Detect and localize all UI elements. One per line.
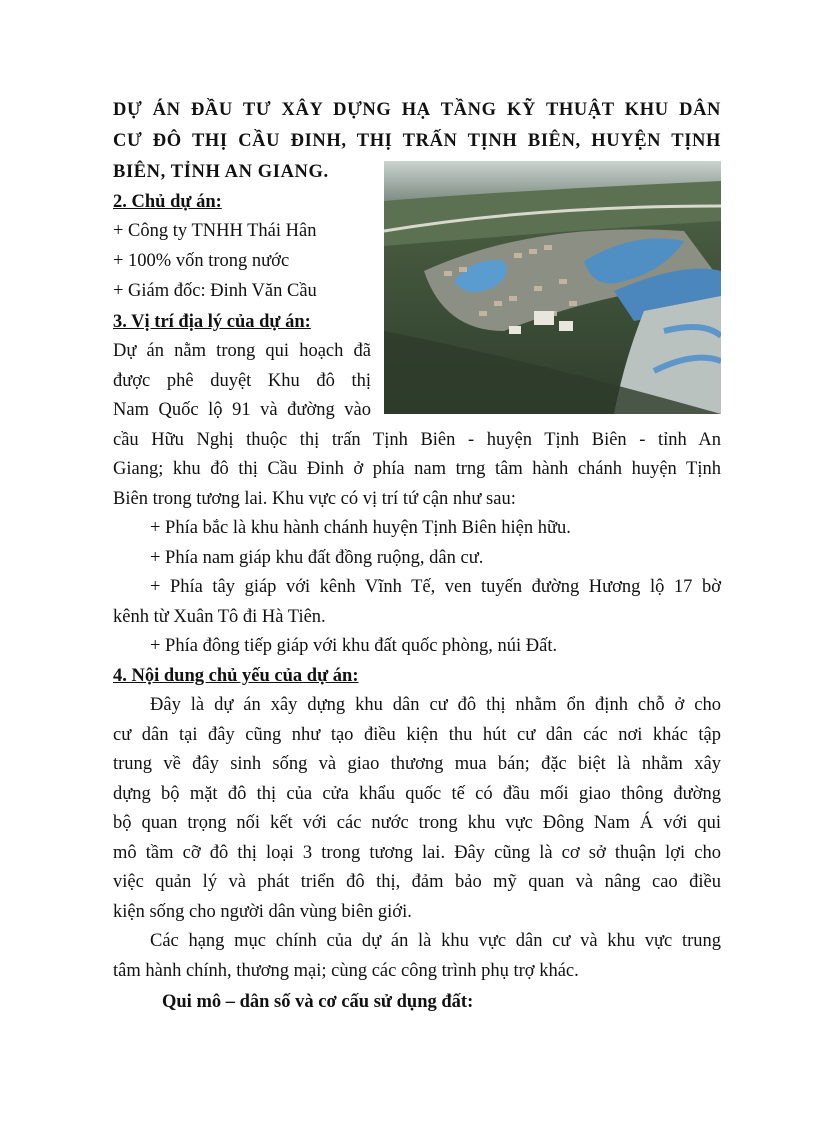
section-3-bullet-continuation: kênh từ Xuân Tô đi Hà Tiên.	[113, 607, 326, 627]
title-line-2: CƯ ĐÔ THỊ CẦU ĐINH, THỊ TRẤN TỊNH BIÊN, HUYỆN TỊNH	[113, 131, 721, 151]
section-4-heading: 4. Nội dung chủ yếu của dự án:	[113, 666, 359, 686]
section-2-item: + Giám đốc: Đinh Văn Cầu	[113, 281, 317, 301]
section-4-para-line: kiện sống cho người dân vùng biên giới.	[113, 902, 412, 922]
section-4-para2-line: Các hạng mục chính của dự án là khu vực dân cư và khu vực trung	[150, 931, 721, 951]
section-3-line: cầu Hữu Nghị thuộc thị trấn Tịnh Biên - huyện Tịnh Biên - tỉnh An	[113, 430, 721, 450]
section-3-bullet: + Phía nam giáp khu đất đồng ruộng, dân cư.	[150, 548, 484, 568]
section-3-bullet: + Phía bắc là khu hành chánh huyện Tịnh Biên hiện hữu.	[150, 518, 571, 538]
section-4-para-line: Đây là dự án xây dựng khu dân cư đô thị nhằm ổn định chỗ ở cho	[150, 695, 721, 715]
section-3-bullet: + Phía tây giáp với kênh Vĩnh Tế, ven tuyến đường Hương lộ 17 bờ	[150, 577, 721, 597]
section-3-line: Biên trong tương lai. Khu vực có vị trí tứ cận như sau:	[113, 489, 516, 509]
section-4-para-line: bộ quan trọng nối kết với các nước trong khu vực Đông Nam Á với qui	[113, 813, 721, 833]
section-4-para2-line: tâm hành chính, thương mại; cùng các công trình phụ trợ khác.	[113, 961, 579, 981]
section-3-bullet: + Phía đông tiếp giáp với khu đất quốc phòng, núi Đất.	[150, 636, 558, 656]
aerial-rendering-image	[384, 161, 721, 414]
section-3-line: Nam Quốc lộ 91 và đường vào	[113, 400, 371, 420]
section-4-para-line: mô tầm cỡ đô thị loại 3 trong tương lai. Đây cũng là cơ sở thuận lợi cho	[113, 843, 721, 863]
section-2-heading: 2. Chủ dự án:	[113, 192, 222, 212]
title-line-1: DỰ ÁN ĐẦU TƯ XÂY DỰNG HẠ TẦNG KỸ THUẬT KHU DÂN	[113, 100, 721, 120]
section-4-para-line: việc quản lý và phát triển đô thị, đảm bảo mỹ quan và nâng cao điều	[113, 872, 721, 892]
section-4-subheading: Qui mô – dân số và cơ cấu sử dụng đất:	[162, 992, 474, 1012]
section-2-item: + Công ty TNHH Thái Hân	[113, 221, 317, 241]
section-3-heading: 3. Vị trí địa lý của dự án:	[113, 312, 311, 332]
title-line-3: BIÊN, TỈNH AN GIANG.	[113, 162, 329, 182]
section-4-para-line: cư dân tại đây cũng như tạo điều kiện thu hút cư dân các nơi khác tập	[113, 725, 721, 745]
section-4-para-line: dựng bộ mặt đô thị của cửa khẩu quốc tế có đầu mối giao thông đường	[113, 784, 721, 804]
section-3-line: Giang; khu đô thị Cầu Đinh ở phía nam trng tâm hành chánh huyện Tịnh	[113, 459, 721, 479]
section-2-item: + 100% vốn trong nước	[113, 251, 290, 271]
section-3-line: Dự án nằm trong qui hoạch đã	[113, 341, 371, 361]
section-4-para-line: trung về đây sinh sống và giao thương mua bán; đặc biệt là nhằm xây	[113, 754, 721, 774]
section-3-line: được phê duyệt Khu đô thị	[113, 371, 371, 391]
